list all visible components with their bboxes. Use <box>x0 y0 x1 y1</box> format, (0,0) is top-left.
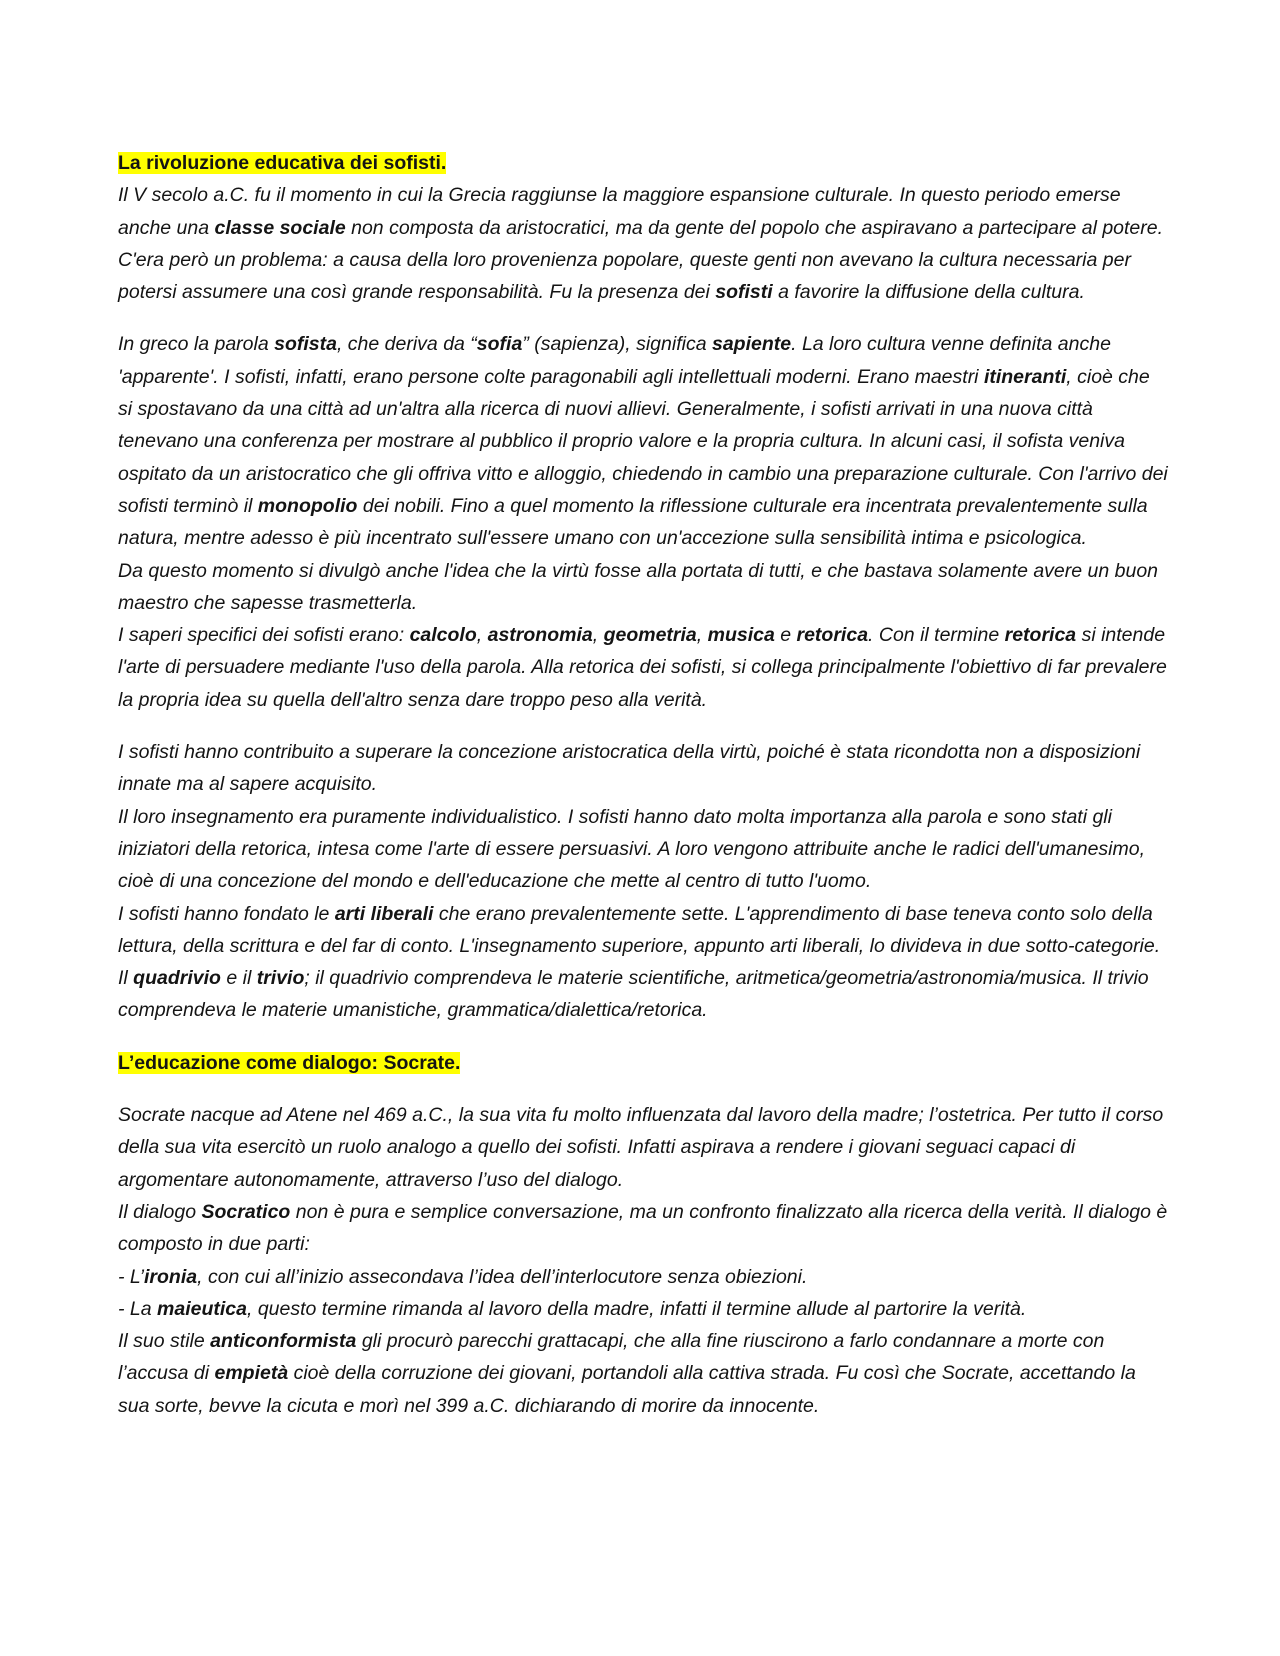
body-paragraph <box>118 736 1168 801</box>
bold-term: trivio <box>256 967 305 990</box>
body-paragraph <box>118 1325 1168 1422</box>
bold-term: musica <box>707 624 775 647</box>
bold-term: astronomia <box>487 624 593 647</box>
text-run: si intende l'arte di persuadere mediante l'uso della parola. Alla retorica dei sofisti, si collega principalmente l'obiettivo di far prevalere la propria idea su quella dell'altro senza dare troppo peso alla verità. <box>118 624 1167 711</box>
body-paragraph <box>118 801 1168 898</box>
text-run: Il V secolo a.C. fu il momento in cui la Grecia raggiunse la maggiore espansione culturale. In questo periodo emerse anche una <box>118 184 1121 239</box>
body-paragraph <box>118 179 1168 308</box>
text-run: - La <box>118 1297 158 1320</box>
document-body <box>118 147 1168 1422</box>
bold-term: sofia <box>476 333 523 356</box>
paragraph-gap <box>118 308 1168 328</box>
bold-term: sapiente <box>711 333 792 356</box>
bold-term: calcolo <box>409 624 477 647</box>
text-run: - L’ <box>118 1265 145 1288</box>
text-run: , con cui all’inizio assecondava l’idea dell’interlocutore senza obiezioni. <box>197 1265 808 1288</box>
text-run: non è pura e semplice conversazione, ma un confronto finalizzato alla ricerca della verità. Il dialogo è composto in due parti: <box>118 1200 1168 1256</box>
text-run: ” (sapienza), significa <box>522 333 712 356</box>
bold-term: sofisti <box>715 281 773 304</box>
text-run: gli procurò parecchi grattacapi, che alla fine riuscirono a farlo condannare a morte con l’accusa di <box>118 1330 1105 1385</box>
bold-term: retorica <box>796 624 869 647</box>
bold-term: itineranti <box>983 365 1067 388</box>
bold-term: empietà <box>214 1362 289 1385</box>
body-paragraph <box>118 1099 1168 1196</box>
text-run: , cioè che si spostavano da una città ad un'altra alla ricerca di nuovi allievi. Generalmente, i sofisti arrivati in una nuova città tenevano una conferenza per mostrare al pubblico il proprio valore e la propria cultura. In alcuni casi, il sofista veniva ospitato da un aristocratico che gli offriva vitto e alloggio, chiedendo in cambio una preparazione culturale. Con l'arrivo dei sofisti terminò il <box>118 365 1168 517</box>
bold-term: retorica <box>1004 624 1077 647</box>
text-run: In greco la parola <box>118 333 275 356</box>
text-run: , questo termine rimanda al lavoro della madre, infatti il termine allude al partorire la verità. <box>247 1297 1027 1320</box>
text-run: I saperi specifici dei sofisti erano: <box>118 624 410 647</box>
heading-highlight: L’educazione come dialogo: Socrate. <box>118 1051 461 1074</box>
bold-term: monopolio <box>257 494 358 517</box>
bold-term: anticonformista <box>210 1330 357 1353</box>
paragraph-gap <box>118 1079 1168 1099</box>
text-run: non composta da aristocratici, ma da gente del popolo che aspiravano a partecipare al potere. C'era però un problema: a causa della loro provenienza popolare, queste genti non avevano la cultura necessaria per potersi assumere una così grande responsabilità. Fu la presenza dei <box>118 216 1164 304</box>
body-paragraph <box>118 1293 1168 1325</box>
body-paragraph <box>118 1261 1168 1293</box>
bold-term: sofista <box>274 333 337 356</box>
body-paragraph <box>118 328 1168 554</box>
section-heading-sofisti <box>118 147 1168 179</box>
text-run: Il suo stile <box>118 1330 211 1353</box>
text-run: a favorire la diffusione della cultura. <box>772 281 1085 304</box>
text-run: Il dialogo <box>118 1200 202 1223</box>
body-paragraph <box>118 555 1168 620</box>
text-run: . La loro cultura venne definita anche 'apparente'. I sofisti, infatti, erano persone colte paragonabili agli intellettuali moderni. Erano maestri <box>118 333 1111 388</box>
text-run: I sofisti hanno contribuito a superare la concezione aristocratica della virtù, poiché è stata ricondotta non a disposizioni innate ma al sapere acquisito. <box>118 741 1141 796</box>
section-body-socrate <box>118 1079 1168 1422</box>
text-run: Il loro insegnamento era puramente individualistico. I sofisti hanno dato molta importanza alla parola e sono stati gli iniziatori della retorica, intesa come l'arte di essere persuasivi. A loro vengono attribuite anche le radici dell'umanesimo, cioè di una concezione del mondo e dell'educazione che mette al centro di tutto l'uomo. <box>118 805 1146 893</box>
text-run: cioè della corruzione dei giovani, portandoli alla cattiva strada. Fu così che Socrate, accettando la sua sorte, bevve la cicuta e morì nel 399 a.C. dichiarando di morire da innocente. <box>118 1362 1136 1417</box>
section-body-sofisti <box>118 179 1168 1026</box>
text-run: Da questo momento si divulgò anche l'idea che la virtù fosse alla portata di tutti, e che bastava solamente avere un buon maestro che sapesse trasmetterla. <box>118 559 1159 614</box>
bold-term: geometria <box>603 624 697 647</box>
bold-term: ironia <box>144 1265 198 1288</box>
section-heading-socrate <box>118 1047 1168 1079</box>
bold-term: classe sociale <box>214 216 346 239</box>
heading-highlight: La rivoluzione educativa dei sofisti. <box>118 152 447 174</box>
text-run: e <box>774 624 797 647</box>
text-run: , <box>696 624 708 647</box>
text-run: , <box>476 624 488 647</box>
text-run: , <box>592 624 604 647</box>
body-paragraph <box>118 1196 1168 1261</box>
text-run: e il <box>220 967 257 990</box>
text-run: che erano prevalentemente sette. L'apprendimento di base teneva conto solo della lettura, della scrittura e del far di conto. L'insegnamento superiore, appunto arti liberali, lo divideva in due sotto-categorie. Il <box>118 902 1161 990</box>
text-run: . Con il termine <box>868 624 1005 647</box>
text-run: I sofisti hanno fondato le <box>118 902 335 925</box>
text-run: , che deriva da “ <box>336 333 477 356</box>
paragraph-gap <box>118 716 1168 736</box>
text-run: ; il quadrivio comprendeva le materie scientifiche, aritmetica/geometria/astronomia/musica. Il trivio comprendeva le materie umanistiche, grammatica/dialettica/retorica. <box>118 967 1149 1022</box>
text-run: dei nobili. Fino a quel momento la riflessione culturale era incentrata prevalentemente sulla natura, mentre adesso è più incentrato sull'essere umano con un'accezione sulla sensibilità intima e psicologica. <box>118 494 1148 550</box>
bold-term: maieutica <box>157 1297 247 1320</box>
body-paragraph <box>118 898 1168 1027</box>
bold-term: Socratico <box>201 1200 291 1223</box>
text-run: Socrate nacque ad Atene nel 469 a.C., la sua vita fu molto influenzata dal lavoro della madre; l’ostetrica. Per tutto il corso della sua vita esercitò un ruolo analogo a quello dei sofisti. Infatti aspirava a rendere i giovani seguaci capaci di argomentare autonomamente, attraverso l’uso del dialogo. <box>118 1104 1164 1191</box>
bold-term: arti liberali <box>334 902 434 925</box>
section-gap <box>118 1027 1168 1047</box>
body-paragraph <box>118 619 1168 716</box>
bold-term: quadrivio <box>133 967 221 990</box>
